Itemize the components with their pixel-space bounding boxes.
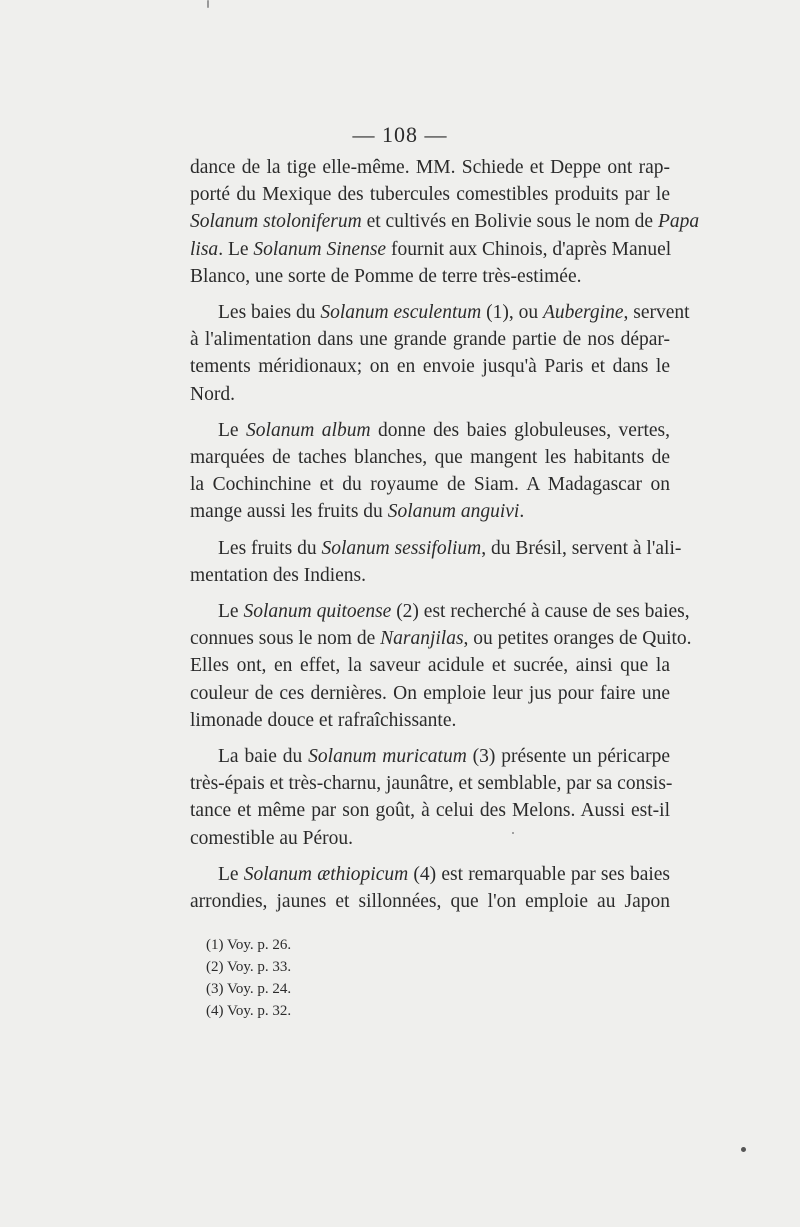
text-line: Le Solanum album donne des baies globuleuses, vertes, [218,419,670,441]
text-line: tance et même par son goût, à celui des Melons. Aussi est-il [190,800,670,822]
body-text [190,154,700,924]
text-line: La baie du Solanum muricatum (3) présente un péricarpe [218,746,671,768]
paper-speck [741,1147,746,1152]
paragraph-6 [190,743,673,852]
text-line: couleur de ces dernières. On emploie leur jus pour faire une [190,682,670,704]
paragraph-1 [190,154,700,290]
text-line: tements méridionaux; on en envoie jusqu'à Paris et dans le [190,356,670,378]
paper-speck [512,832,514,834]
text-line: Nord. [190,383,235,405]
text-line: limonade douce et rafraîchissante. [190,709,457,731]
text-line: comestible au Pérou. [190,827,353,849]
text-line: Le Solanum æthiopicum (4) est remarquable par ses baies [218,863,671,885]
text-line: la Cochinchine et du royaume de Siam. A Madagascar on [190,474,670,496]
text-line: Elles ont, en effet, la saveur acidule et sucrée, ainsi que la [190,655,670,677]
text-line: arrondies, jaunes et sillonnées, que l'on emploie au Japon [190,891,670,913]
text-line: Les baies du Solanum esculentum (1), ou Aubergine, servent [218,302,690,324]
text-line: marquées de taches blanches, que mangent les habitants de [190,447,670,469]
text-line: porté du Mexique des tubercules comestibles produits par le [190,184,670,206]
text-line: Le Solanum quitoense (2) est recherché à cause de ses baies, [218,601,690,623]
paragraph-3 [190,417,670,526]
text-line: Les fruits du Solanum sessifolium, du Brésil, servent à l'ali- [218,537,682,559]
footnote-3: (3) Voy. p. 24. [206,981,292,997]
text-line: lisa. Le Solanum Sinense fournit aux Chinois, d'après Manuel [190,238,672,260]
text-line: connues sous le nom de Naranjilas, ou petites oranges de Quito. [190,628,692,650]
paragraph-4 [190,535,682,589]
text-line: mange aussi les fruits du Solanum anguivi. [190,501,525,523]
text-line: Blanco, une sorte de Pomme de terre très-estimée. [190,265,582,287]
footnote-1: (1) Voy. p. 26. [206,937,292,953]
text-line: Solanum stoloniferum et cultivés en Bolivie sous le nom de Papa [190,211,700,233]
paragraph-2 [190,299,690,408]
text-line: à l'alimentation dans une grande grande partie de nos dépar- [190,329,670,351]
text-line: mentation des Indiens. [190,564,367,586]
paper-speck [207,0,209,8]
footnotes [206,934,291,1022]
text-line: très-épais et très-charnu, jaunâtre, et semblable, par sa consis- [190,773,673,795]
text-line: dance de la tige elle-même. MM. Schiede et Deppe ont rap- [190,157,670,178]
page-number: — 108 — [352,122,448,147]
paragraph-5 [190,598,692,734]
footnote-2: (2) Voy. p. 33. [206,959,292,975]
paragraph-7 [190,861,670,915]
footnote-4: (4) Voy. p. 32. [206,1003,292,1019]
